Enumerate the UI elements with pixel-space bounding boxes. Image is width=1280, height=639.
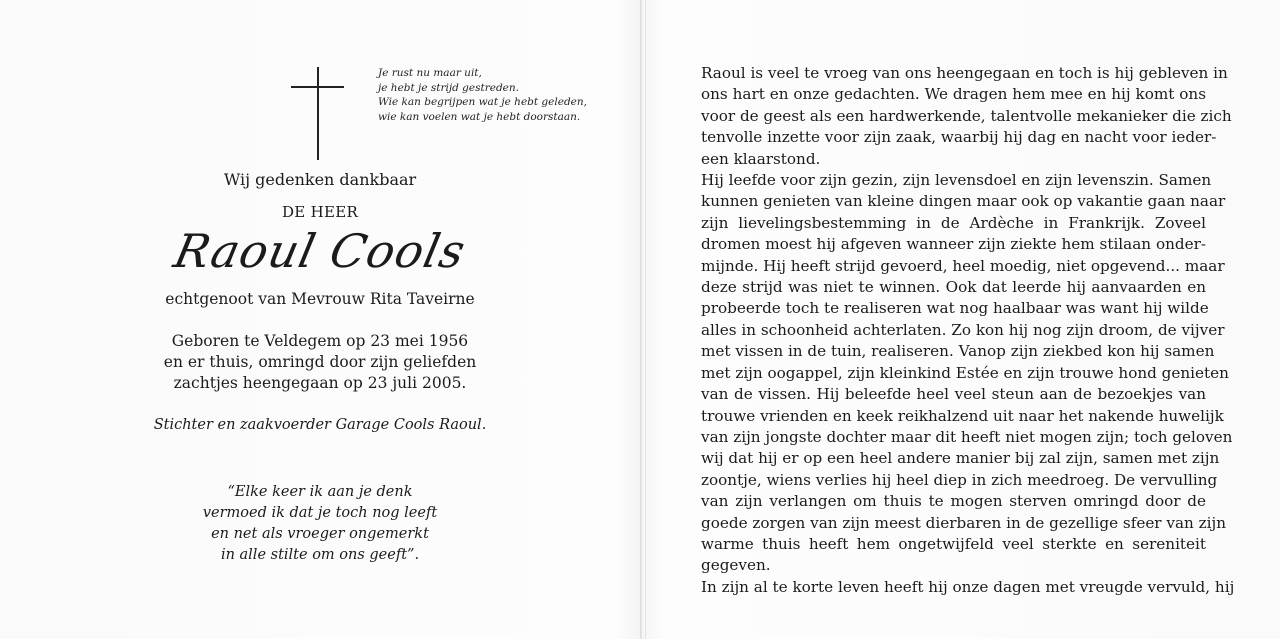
tribute-line: gegeven. (701, 556, 771, 575)
card-fold-shadow (645, 0, 646, 639)
poem-line: Je rust nu maar uit, (378, 67, 482, 79)
poem-line: je hebt je strijd gestreden. (378, 81, 519, 94)
poem-line: Wie kan begrijpen wat je hebt geleden, (378, 96, 587, 109)
tribute-line: met vissen in de tuin, realiseren. Vanop zijn ziekbed kon hij samen (701, 342, 1215, 361)
opening-poem (378, 66, 587, 124)
tribute-line: Raoul is veel te vroeg van ons heengegaan en toch is hij gebleven in (701, 64, 1228, 82)
tribute-line: wij dat hij er op een heel andere manier bij zal zijn, samen met zijn (701, 449, 1220, 468)
poem-line: vermoed ik dat je toch nog leeft (202, 505, 438, 521)
tribute-line: zijn lievelingsbestemming in de Ardèche in Frankrijk. Zoveel (701, 213, 1206, 232)
cross-horizontal-bar (291, 86, 344, 88)
tribute-text (701, 63, 1235, 598)
cross-icon (291, 67, 344, 160)
spouse-text: echtgenoot van Mevrouw Rita Taveirne (165, 290, 475, 308)
tribute-line: goede zorgen van zijn meest dierbaren in de gezellige sfeer van zijn (701, 513, 1226, 532)
tribute-line: met zijn oogappel, zijn kleinkind Estée en zijn trouwe hond genieten (701, 363, 1229, 382)
tribute-line: dromen moest hij afgeven wanneer zijn ziekte hem stilaan onder- (701, 235, 1206, 254)
tribute-line: kunnen genieten van kleine dingen maar ook op vakantie gaan naar (701, 192, 1226, 211)
closing-poem (120, 482, 520, 566)
tribute-line: probeerde toch te realiseren wat nog haalbaar was want hij wilde (701, 299, 1209, 318)
tribute-line: warme thuis heeft hem ongetwijfeld veel sterkte en sereniteit (701, 534, 1206, 553)
deceased-name: Raoul Cools (169, 224, 471, 278)
tribute-line: trouwe vrienden en keek reikhalzend uit naar het nakende huwelijk (701, 406, 1224, 425)
poem-line: in alle stilte om ons geeft”. (220, 547, 420, 563)
tribute-line: van zijn jongste dochter maar dit heeft niet mogen zijn; toch geloven (701, 427, 1233, 446)
cross-vertical-bar (317, 67, 319, 160)
tribute-line: alles in schoonheid achterlaten. Zo kon hij nog zijn droom, de vijver (701, 320, 1225, 339)
poem-line: wie kan voelen wat je hebt doorstaan. (378, 110, 581, 123)
tribute-line: mijnde. Hij heeft strijd gevoerd, heel moedig, niet opgevend... maar (701, 256, 1225, 275)
tribute-line: tenvolle inzette voor zijn zaak, waarbij hij dag en nacht voor ieder- (701, 128, 1217, 147)
tribute-line: In zijn al te korte leven heeft hij onze dagen met vreugde vervuld, hij (701, 577, 1235, 596)
remembrance-text: Wij gedenken dankbaar (223, 170, 417, 189)
honorific-title: DE HEER (281, 203, 359, 221)
tribute-line: voor de geest als een hardwerkende, talentvolle mekanieker die zich (701, 106, 1232, 125)
poem-line: “Elke keer ik aan je denk (227, 484, 413, 500)
occupation-text: Stichter en zaakvoerder Garage Cools Raoul. (153, 417, 487, 433)
dates-line: zachtjes heengegaan op 23 juli 2005. (173, 374, 467, 392)
tribute-line: zoontje, wiens verlies hij heel diep in zich meedroeg. De vervulling (701, 470, 1218, 489)
tribute-line: ons hart en onze gedachten. We dragen hem mee en hij komt ons (701, 85, 1206, 104)
tribute-line: een klaarstond. (701, 149, 821, 168)
tribute-line: deze strijd was niet te winnen. Ook dat leerde hij aanvaarden en (701, 278, 1206, 297)
poem-line: en net als vroeger ongemerkt (211, 526, 429, 542)
card-fold-line (640, 0, 642, 639)
tribute-line: van zijn verlangen om thuis te mogen sterven omringd door de (701, 492, 1206, 511)
dates-line: Geboren te Veldegem op 23 mei 1956 (171, 332, 469, 350)
dates-line: en er thuis, omringd door zijn geliefden (163, 353, 477, 371)
life-dates (120, 331, 520, 394)
tribute-line: van de vissen. Hij beleefde heel veel steun aan de bezoekjes van (701, 385, 1206, 404)
tribute-line: Hij leefde voor zijn gezin, zijn levensdoel en zijn levenszin. Samen (701, 171, 1212, 190)
